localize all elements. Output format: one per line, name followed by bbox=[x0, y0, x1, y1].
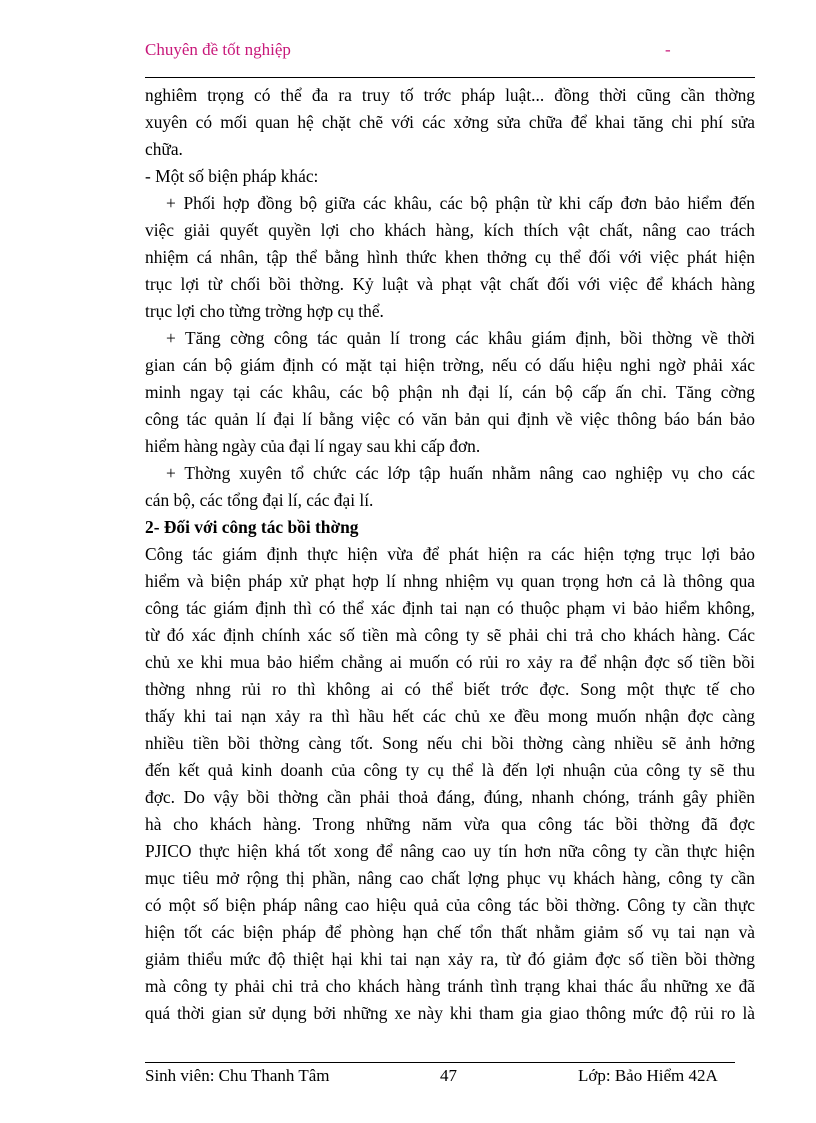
text-line: minh ngay tại các khâu, các bộ phận nh đại lí, cán bộ cấp ấn chỉ. Tăng cờng bbox=[145, 382, 755, 402]
header-title: Chuyên đề tốt nghiệp bbox=[145, 40, 291, 59]
text-line: - Một số biện pháp khác: bbox=[145, 166, 319, 186]
text-line: đến kết quả kinh doanh của công ty cụ thể là đến lợi nhuận của công ty sẽ thu bbox=[145, 760, 755, 780]
text-line: nghiêm trọng có thể đa ra truy tố trớc pháp luật... đồng thời cũng cần thờng bbox=[145, 85, 755, 105]
text-line: hiểm và biện pháp xử phạt hợp lí nhng nhiệm vụ quan trọng hơn cả là thông qua bbox=[145, 571, 755, 591]
text-line: công tác giám định thì có thể xác định tai nạn có thuộc phạm vi bảo hiểm không, bbox=[145, 598, 755, 618]
text-line: + Tăng cờng công tác quản lí trong các khâu giám định, bồi thờng về thời bbox=[166, 328, 755, 348]
page-number: 47 bbox=[440, 1066, 457, 1085]
text-line: + Thờng xuyên tổ chức các lớp tập huấn nhằm nâng cao nghiệp vụ cho các bbox=[166, 463, 755, 483]
body-text bbox=[145, 82, 755, 1027]
text-line: PJICO thực hiện khá tốt xong để nâng cao uy tín hơn nữa công ty cần thực hiện bbox=[145, 841, 755, 861]
text-line: mà công ty phải chi trả cho khách hàng tránh tình trạng khai thác ẩu những xe đã bbox=[145, 976, 755, 996]
text-line: có một số biện pháp nâng cao hiệu quả của công tác bồi thờng. Công ty cần thực bbox=[145, 895, 755, 915]
header-dash: - bbox=[665, 40, 671, 59]
text-line: hiểm hàng ngày của đại lí ngay sau khi cấp đơn. bbox=[145, 436, 481, 456]
page-footer bbox=[145, 1066, 745, 1090]
footer-rule bbox=[145, 1062, 735, 1063]
text-line: trục lợi cho từng trờng hợp cụ thể. bbox=[145, 301, 384, 321]
text-line: gian cán bộ giám định có mặt tại hiện trờng, nếu có dấu hiệu nghi ngờ phải xác bbox=[145, 355, 755, 375]
text-line: chủ xe khi mua bảo hiểm chẳng ai muốn có rủi ro xảy ra để nhận đợc số tiền bồi bbox=[145, 652, 755, 672]
text-line: việc giải quyết quyền lợi cho khách hàng, kích thích vật chất, nâng cao trách bbox=[145, 220, 755, 240]
footer-student: Sinh viên: Chu Thanh Tâm bbox=[145, 1066, 330, 1085]
text-line: trục lợi từ chối bồi thờng. Kỷ luật và phạt vật chất đối với việc để khách hàng bbox=[145, 274, 755, 294]
text-line: nhiều tiền bồi thờng càng tốt. Song nếu chi bồi thờng càng nhiều sẽ ảnh hởng bbox=[145, 733, 755, 753]
text-line: + Phối hợp đồng bộ giữa các khâu, các bộ phận từ khi cấp đơn bảo hiểm đến bbox=[166, 193, 755, 213]
text-line: Công tác giám định thực hiện vừa để phát hiện ra các hiện tợng trục lợi bảo bbox=[145, 544, 755, 564]
text-line: hiện tốt các biện pháp để phòng hạn chế tổn thất nhằm giảm số vụ tai nạn và bbox=[145, 922, 755, 942]
text-line: chữa. bbox=[145, 139, 183, 159]
text-line: mục tiêu mở rộng thị phần, nâng cao chất lợng phục vụ khách hàng, công ty cần bbox=[145, 868, 755, 888]
text-line: quá thời gian sử dụng bởi những xe này khi tham gia giao thông mức độ rủi ro là bbox=[145, 1003, 755, 1023]
text-line: xuyên có mối quan hệ chặt chẽ với các xởng sửa chữa để khai tăng chi phí sửa bbox=[145, 112, 755, 132]
page-header bbox=[145, 40, 755, 70]
text-line: thờng nhng rủi ro thì không ai có thể biết trớc đợc. Song một thực tế cho bbox=[145, 679, 755, 699]
text-line: nhiệm cá nhân, tập thể bằng hình thức khen thởng cụ thể đối với việc phát hiện bbox=[145, 247, 755, 267]
footer-class: Lớp: Bảo Hiểm 42A bbox=[578, 1066, 718, 1085]
text-line: đợc. Do vậy bồi thờng cần phải thoả đáng, đúng, nhanh chóng, tránh gây phiền bbox=[145, 787, 755, 807]
header-rule bbox=[145, 77, 755, 78]
text-line: công tác quản lí đại lí bằng việc có văn bản qui định về việc thông báo bán bảo bbox=[145, 409, 755, 429]
text-line: giảm thiểu mức độ thiệt hại khi tai nạn xảy ra, từ đó giảm đợc số tiền bồi thờng bbox=[145, 949, 755, 969]
text-line: hà cho khách hàng. Trong những năm vừa qua công tác bồi thờng đã đợc bbox=[145, 814, 755, 834]
section-heading: 2- Đối với công tác bồi thờng bbox=[145, 517, 359, 537]
text-line: cán bộ, các tổng đại lí, các đại lí. bbox=[145, 490, 374, 510]
text-line: thấy khi tai nạn xảy ra thì hầu hết các chủ xe đều mong muốn nhận đợc càng bbox=[145, 706, 755, 726]
text-line: từ đó xác định chính xác số tiền mà công ty sẽ phải chi trả cho khách hàng. Các bbox=[145, 625, 755, 645]
